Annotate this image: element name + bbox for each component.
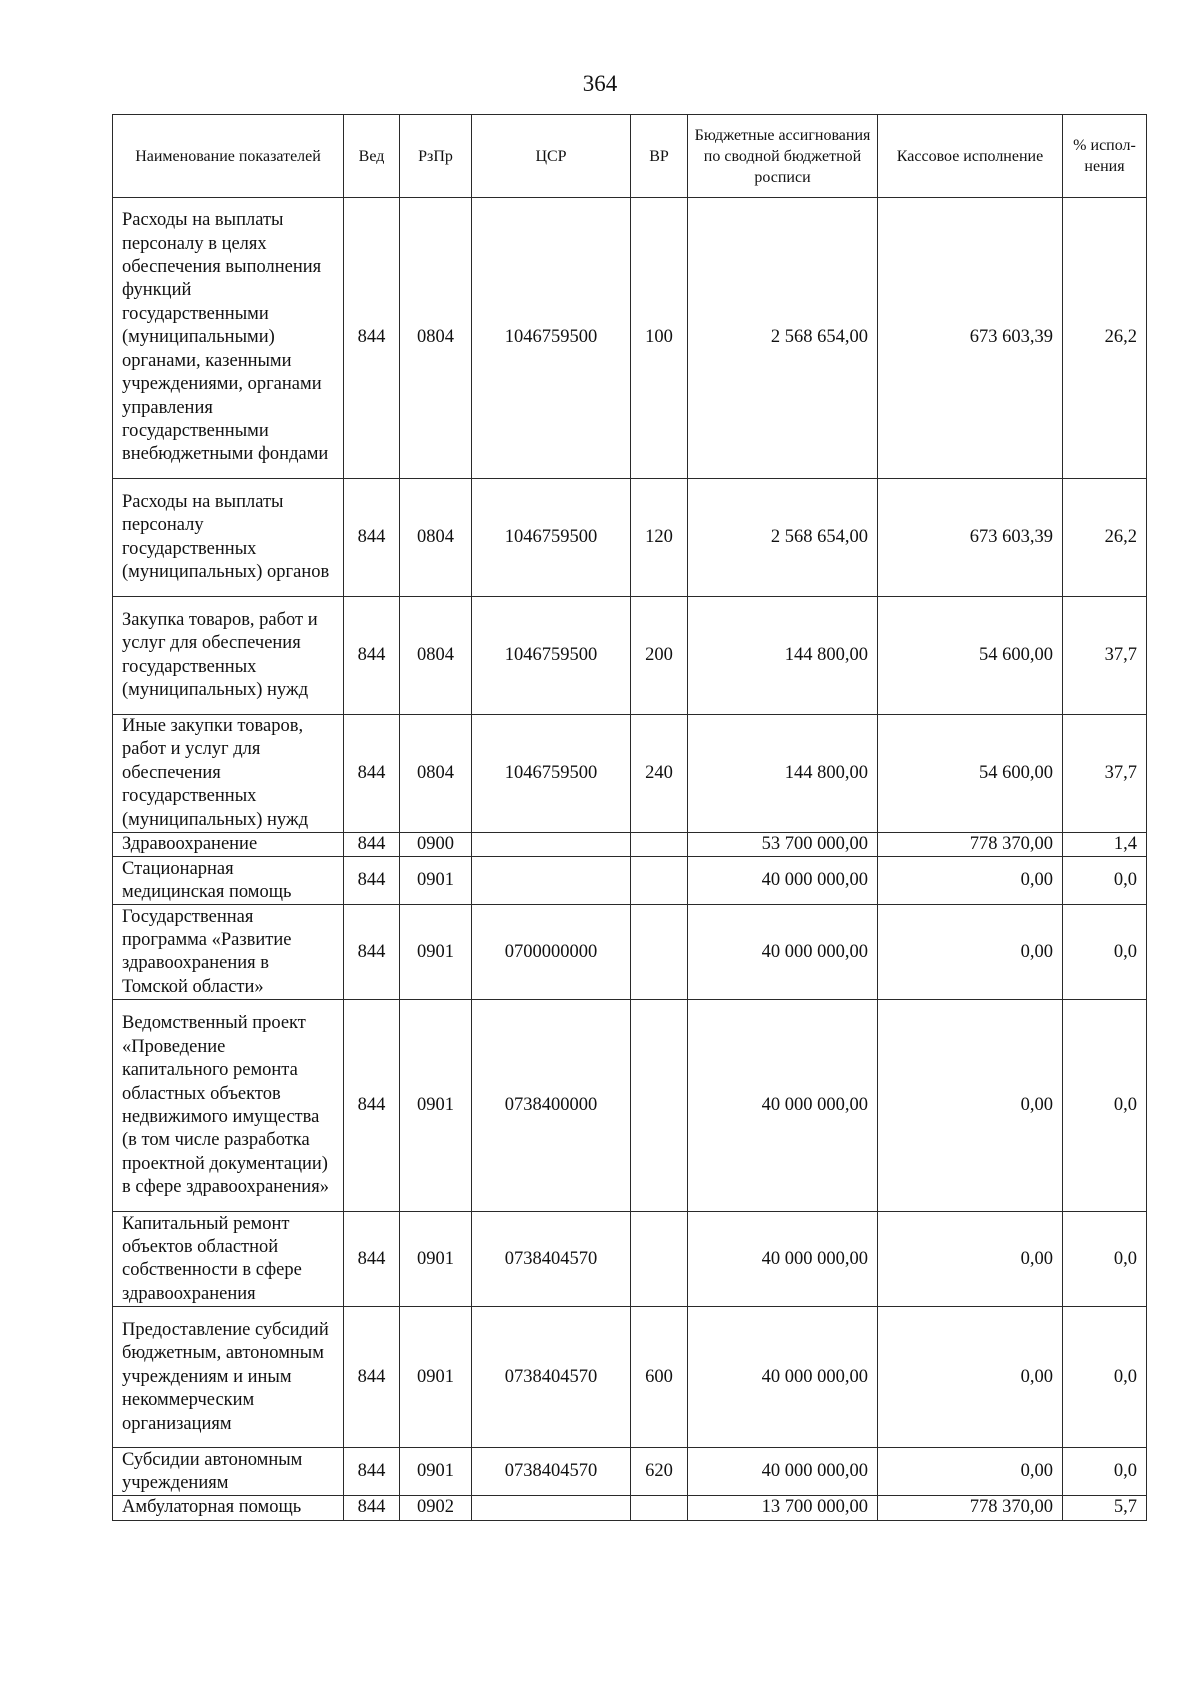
- table-row: [113, 1448, 1147, 1496]
- row-percent: 0,0: [1063, 1212, 1147, 1307]
- row-ved: 844: [344, 479, 400, 597]
- row-percent: 0,0: [1063, 1448, 1147, 1496]
- row-vr: [631, 833, 688, 857]
- row-budget: 2 568 654,00: [688, 479, 878, 597]
- row-vr: 120: [631, 479, 688, 597]
- row-budget: 40 000 000,00: [688, 1212, 878, 1307]
- row-percent: 26,2: [1063, 479, 1147, 597]
- row-cash: 54 600,00: [878, 597, 1063, 715]
- row-csr: 0738404570: [472, 1307, 631, 1448]
- row-rzpr: 0901: [400, 905, 472, 1000]
- row-budget: 40 000 000,00: [688, 1000, 878, 1212]
- row-percent: 0,0: [1063, 1000, 1147, 1212]
- row-percent: 0,0: [1063, 905, 1147, 1000]
- row-ved: 844: [344, 857, 400, 905]
- row-percent: 37,7: [1063, 597, 1147, 715]
- row-ved: 844: [344, 597, 400, 715]
- row-ved: 844: [344, 1000, 400, 1212]
- row-name: Стационарная медицинская помощь: [113, 857, 344, 905]
- row-cash: 0,00: [878, 857, 1063, 905]
- table-row: [113, 198, 1147, 479]
- row-vr: [631, 905, 688, 1000]
- row-rzpr: 0902: [400, 1496, 472, 1520]
- header-cash: Кассовое исполнение: [878, 115, 1063, 198]
- row-csr: 1046759500: [472, 597, 631, 715]
- row-percent: 5,7: [1063, 1496, 1147, 1520]
- row-vr: [631, 1000, 688, 1212]
- row-budget: 40 000 000,00: [688, 1448, 878, 1496]
- row-ved: 844: [344, 1448, 400, 1496]
- row-csr: 1046759500: [472, 715, 631, 833]
- header-name: Наименование показателей: [113, 115, 344, 198]
- row-csr: 0738404570: [472, 1212, 631, 1307]
- header-percent: % испол-нения: [1063, 115, 1147, 198]
- table-row: [113, 479, 1147, 597]
- row-name: Расходы на выплаты персоналу в целях обеспечения выполнения функций государственными (муниципальными) органами, казенными учреждениями, органами управления государственными внебюджетными фондами: [113, 198, 344, 479]
- row-cash: 673 603,39: [878, 479, 1063, 597]
- row-percent: 0,0: [1063, 1307, 1147, 1448]
- row-ved: 844: [344, 1307, 400, 1448]
- row-rzpr: 0901: [400, 1000, 472, 1212]
- row-rzpr: 0901: [400, 857, 472, 905]
- row-vr: [631, 1496, 688, 1520]
- row-cash: 778 370,00: [878, 833, 1063, 857]
- table-row: [113, 1496, 1147, 1520]
- row-budget: 2 568 654,00: [688, 198, 878, 479]
- row-ved: 844: [344, 1212, 400, 1307]
- row-cash: 0,00: [878, 1448, 1063, 1496]
- row-vr: 240: [631, 715, 688, 833]
- row-vr: 100: [631, 198, 688, 479]
- row-cash: 54 600,00: [878, 715, 1063, 833]
- row-cash: 778 370,00: [878, 1496, 1063, 1520]
- table-row: [113, 715, 1147, 833]
- row-ved: 844: [344, 833, 400, 857]
- table-row: [113, 1212, 1147, 1307]
- row-csr: 0738400000: [472, 1000, 631, 1212]
- row-vr: 600: [631, 1307, 688, 1448]
- row-percent: 1,4: [1063, 833, 1147, 857]
- table-row: [113, 857, 1147, 905]
- row-name: Расходы на выплаты персоналу государственных (муниципальных) органов: [113, 479, 344, 597]
- row-percent: 26,2: [1063, 198, 1147, 479]
- row-csr: 1046759500: [472, 198, 631, 479]
- row-name: Капитальный ремонт объектов областной собственности в сфере здравоохранения: [113, 1212, 344, 1307]
- row-budget: 13 700 000,00: [688, 1496, 878, 1520]
- row-rzpr: 0804: [400, 479, 472, 597]
- header-rzpr: РзПр: [400, 115, 472, 198]
- row-budget: 40 000 000,00: [688, 1307, 878, 1448]
- row-vr: [631, 857, 688, 905]
- row-vr: [631, 1212, 688, 1307]
- row-csr: 0738404570: [472, 1448, 631, 1496]
- row-ved: 844: [344, 1496, 400, 1520]
- row-csr: 1046759500: [472, 479, 631, 597]
- header-csr: ЦСР: [472, 115, 631, 198]
- row-name: Иные закупки товаров, работ и услуг для обеспечения государственных (муниципальных) нужд: [113, 715, 344, 833]
- table-row: [113, 905, 1147, 1000]
- row-cash: 0,00: [878, 1212, 1063, 1307]
- row-budget: 144 800,00: [688, 597, 878, 715]
- row-rzpr: 0804: [400, 198, 472, 479]
- row-rzpr: 0804: [400, 597, 472, 715]
- row-rzpr: 0804: [400, 715, 472, 833]
- row-name: Амбулаторная помощь: [113, 1496, 344, 1520]
- row-percent: 0,0: [1063, 857, 1147, 905]
- row-name: Ведомственный проект «Проведение капитального ремонта областных объектов недвижимого имущества (в том числе разработка проектной документации) в сфере здравоохранения»: [113, 1000, 344, 1212]
- row-name: Государственная программа «Развитие здравоохранения в Томской области»: [113, 905, 344, 1000]
- row-budget: 144 800,00: [688, 715, 878, 833]
- header-ved: Вед: [344, 115, 400, 198]
- row-ved: 844: [344, 715, 400, 833]
- row-rzpr: 0900: [400, 833, 472, 857]
- row-budget: 40 000 000,00: [688, 905, 878, 1000]
- row-cash: 0,00: [878, 905, 1063, 1000]
- header-vr: ВР: [631, 115, 688, 198]
- row-vr: 620: [631, 1448, 688, 1496]
- row-name: Субсидии автономным учреждениям: [113, 1448, 344, 1496]
- row-csr: [472, 833, 631, 857]
- row-csr: 0700000000: [472, 905, 631, 1000]
- row-rzpr: 0901: [400, 1307, 472, 1448]
- row-name: Здравоохранение: [113, 833, 344, 857]
- row-cash: 673 603,39: [878, 198, 1063, 479]
- row-rzpr: 0901: [400, 1212, 472, 1307]
- budget-table: [112, 114, 1147, 1521]
- row-percent: 37,7: [1063, 715, 1147, 833]
- row-budget: 53 700 000,00: [688, 833, 878, 857]
- row-csr: [472, 1496, 631, 1520]
- row-name: Закупка товаров, работ и услуг для обеспечения государственных (муниципальных) нужд: [113, 597, 344, 715]
- page-number: 364: [582, 71, 618, 96]
- table-row: [113, 1307, 1147, 1448]
- row-ved: 844: [344, 905, 400, 1000]
- header-budget: Бюджетные ассигнования по сводной бюджетной росписи: [688, 115, 878, 198]
- row-cash: 0,00: [878, 1307, 1063, 1448]
- row-name: Предоставление субсидий бюджетным, автономным учреждениям и иным некоммерческим организациям: [113, 1307, 344, 1448]
- row-budget: 40 000 000,00: [688, 857, 878, 905]
- row-csr: [472, 857, 631, 905]
- row-ved: 844: [344, 198, 400, 479]
- table-row: [113, 1000, 1147, 1212]
- row-rzpr: 0901: [400, 1448, 472, 1496]
- row-vr: 200: [631, 597, 688, 715]
- table-row: [113, 597, 1147, 715]
- row-cash: 0,00: [878, 1000, 1063, 1212]
- table-row: [113, 833, 1147, 857]
- table-header-row: [113, 115, 1147, 198]
